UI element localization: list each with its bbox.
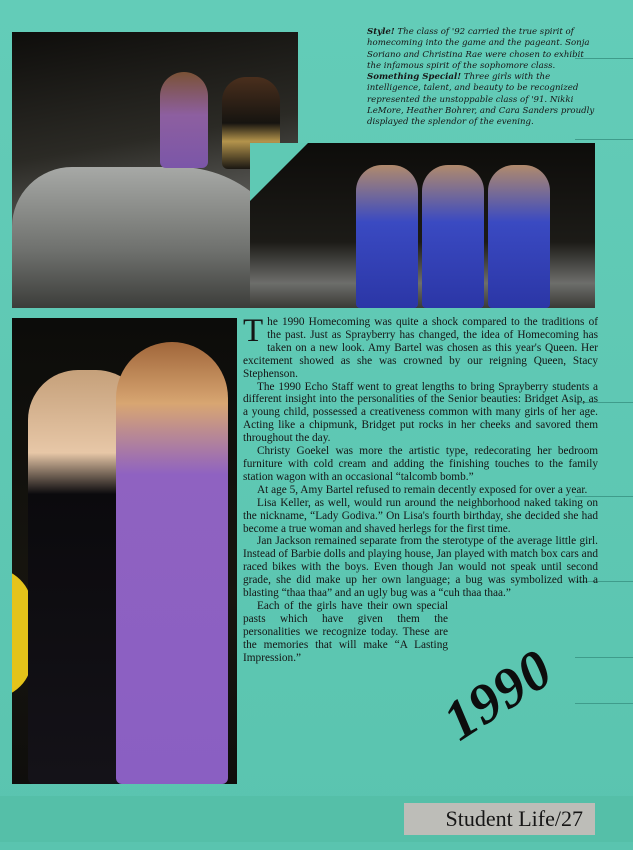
margin-rule (575, 139, 633, 140)
photo-corner-cut (250, 143, 308, 201)
figure-blue-dress (356, 165, 418, 308)
article-paragraph: At age 5, Amy Bartel refused to remain decently exposed for over a year. (257, 483, 588, 496)
figure-blue-dress (422, 165, 484, 308)
article-paragraph: Each of the girls have their own special pasts which have given them the personalities we recognize today. These are the memories that will make “A Lasting Impression.” (243, 599, 448, 664)
article-paragraph: Jan Jackson remained separate from the sterotype of the average little girl. Instead of Barbie dolls and playing house, Jan played with match box cars and raced bikes with the boys. Even though Jan would not speak until second grade, she did make up her own language; a bug was symbolized with a blasting “thaa thaa” and an ugly bug was a “cuh thaa thaa.” (243, 535, 598, 600)
paragraph-text: he 1990 Homecoming was quite a shock compared to the traditions of the past. Just as Sprayberry has changed, the idea of Homecoming has taken on a new look. Amy Bartel was chosen as this year's Queen. Her excitement showed as she was crowned by our reigning Queen, Stacy Stephenson. (243, 316, 598, 380)
figure-blue-dress (488, 165, 550, 308)
photo-senior-pair (12, 318, 237, 784)
article-paragraph: Christy Goekel was more the artistic type, redecorating her bedroom furniture with cold cream and adding the finishing touches to the family station wagon with an occasional “talcomb bomb.” (243, 445, 598, 483)
figure-purple-gown (116, 342, 228, 784)
figure-purple-dress (160, 72, 208, 168)
section-page-label: Student Life/27 (445, 806, 583, 831)
drop-cap: T (243, 313, 264, 349)
article-paragraph: Lisa Keller, as well, would run around the neighborhood naked taking on the nickname, “Lady Godiva.” On Lisa's fourth birthday, she decided she had become a true woman and shaved herlegs for the first time. (243, 496, 598, 535)
caption-lead-style: Style! (367, 27, 395, 37)
year-title: 1990 (432, 637, 564, 753)
photo-caption (367, 27, 599, 129)
caption-lead-special: Something Special! (367, 72, 462, 83)
article-body (243, 313, 598, 664)
article-paragraph (243, 313, 598, 381)
margin-rule (575, 703, 633, 704)
caption-text-style: The class of '92 carried the true spirit of homecoming into the game and the pageant. Sonja Soriano and Christina Rae were chosen to exhibit the infamous spirit of the sophomore class. (367, 27, 590, 71)
photo-junior-trio (250, 143, 595, 308)
article-paragraph: The 1990 Echo Staff went to great lengths to bring Sprayberry students a different insight into the personalities of the Senior beauties: Bridget Asip, as a young child, possessed a creativeness common with many girls of her age. Acting like a chipmunk, Bridget put rocks in her cheeks and savored them throughout the day. (243, 380, 598, 445)
caption-text-special: Three girls with the intelligence, talent, and beauty to be recognized represented the unstoppable class of '91. Nikki LeMore, Heather Bohrer, and Cara Sanders proudly displayed the splendor of the evening. (367, 72, 595, 128)
